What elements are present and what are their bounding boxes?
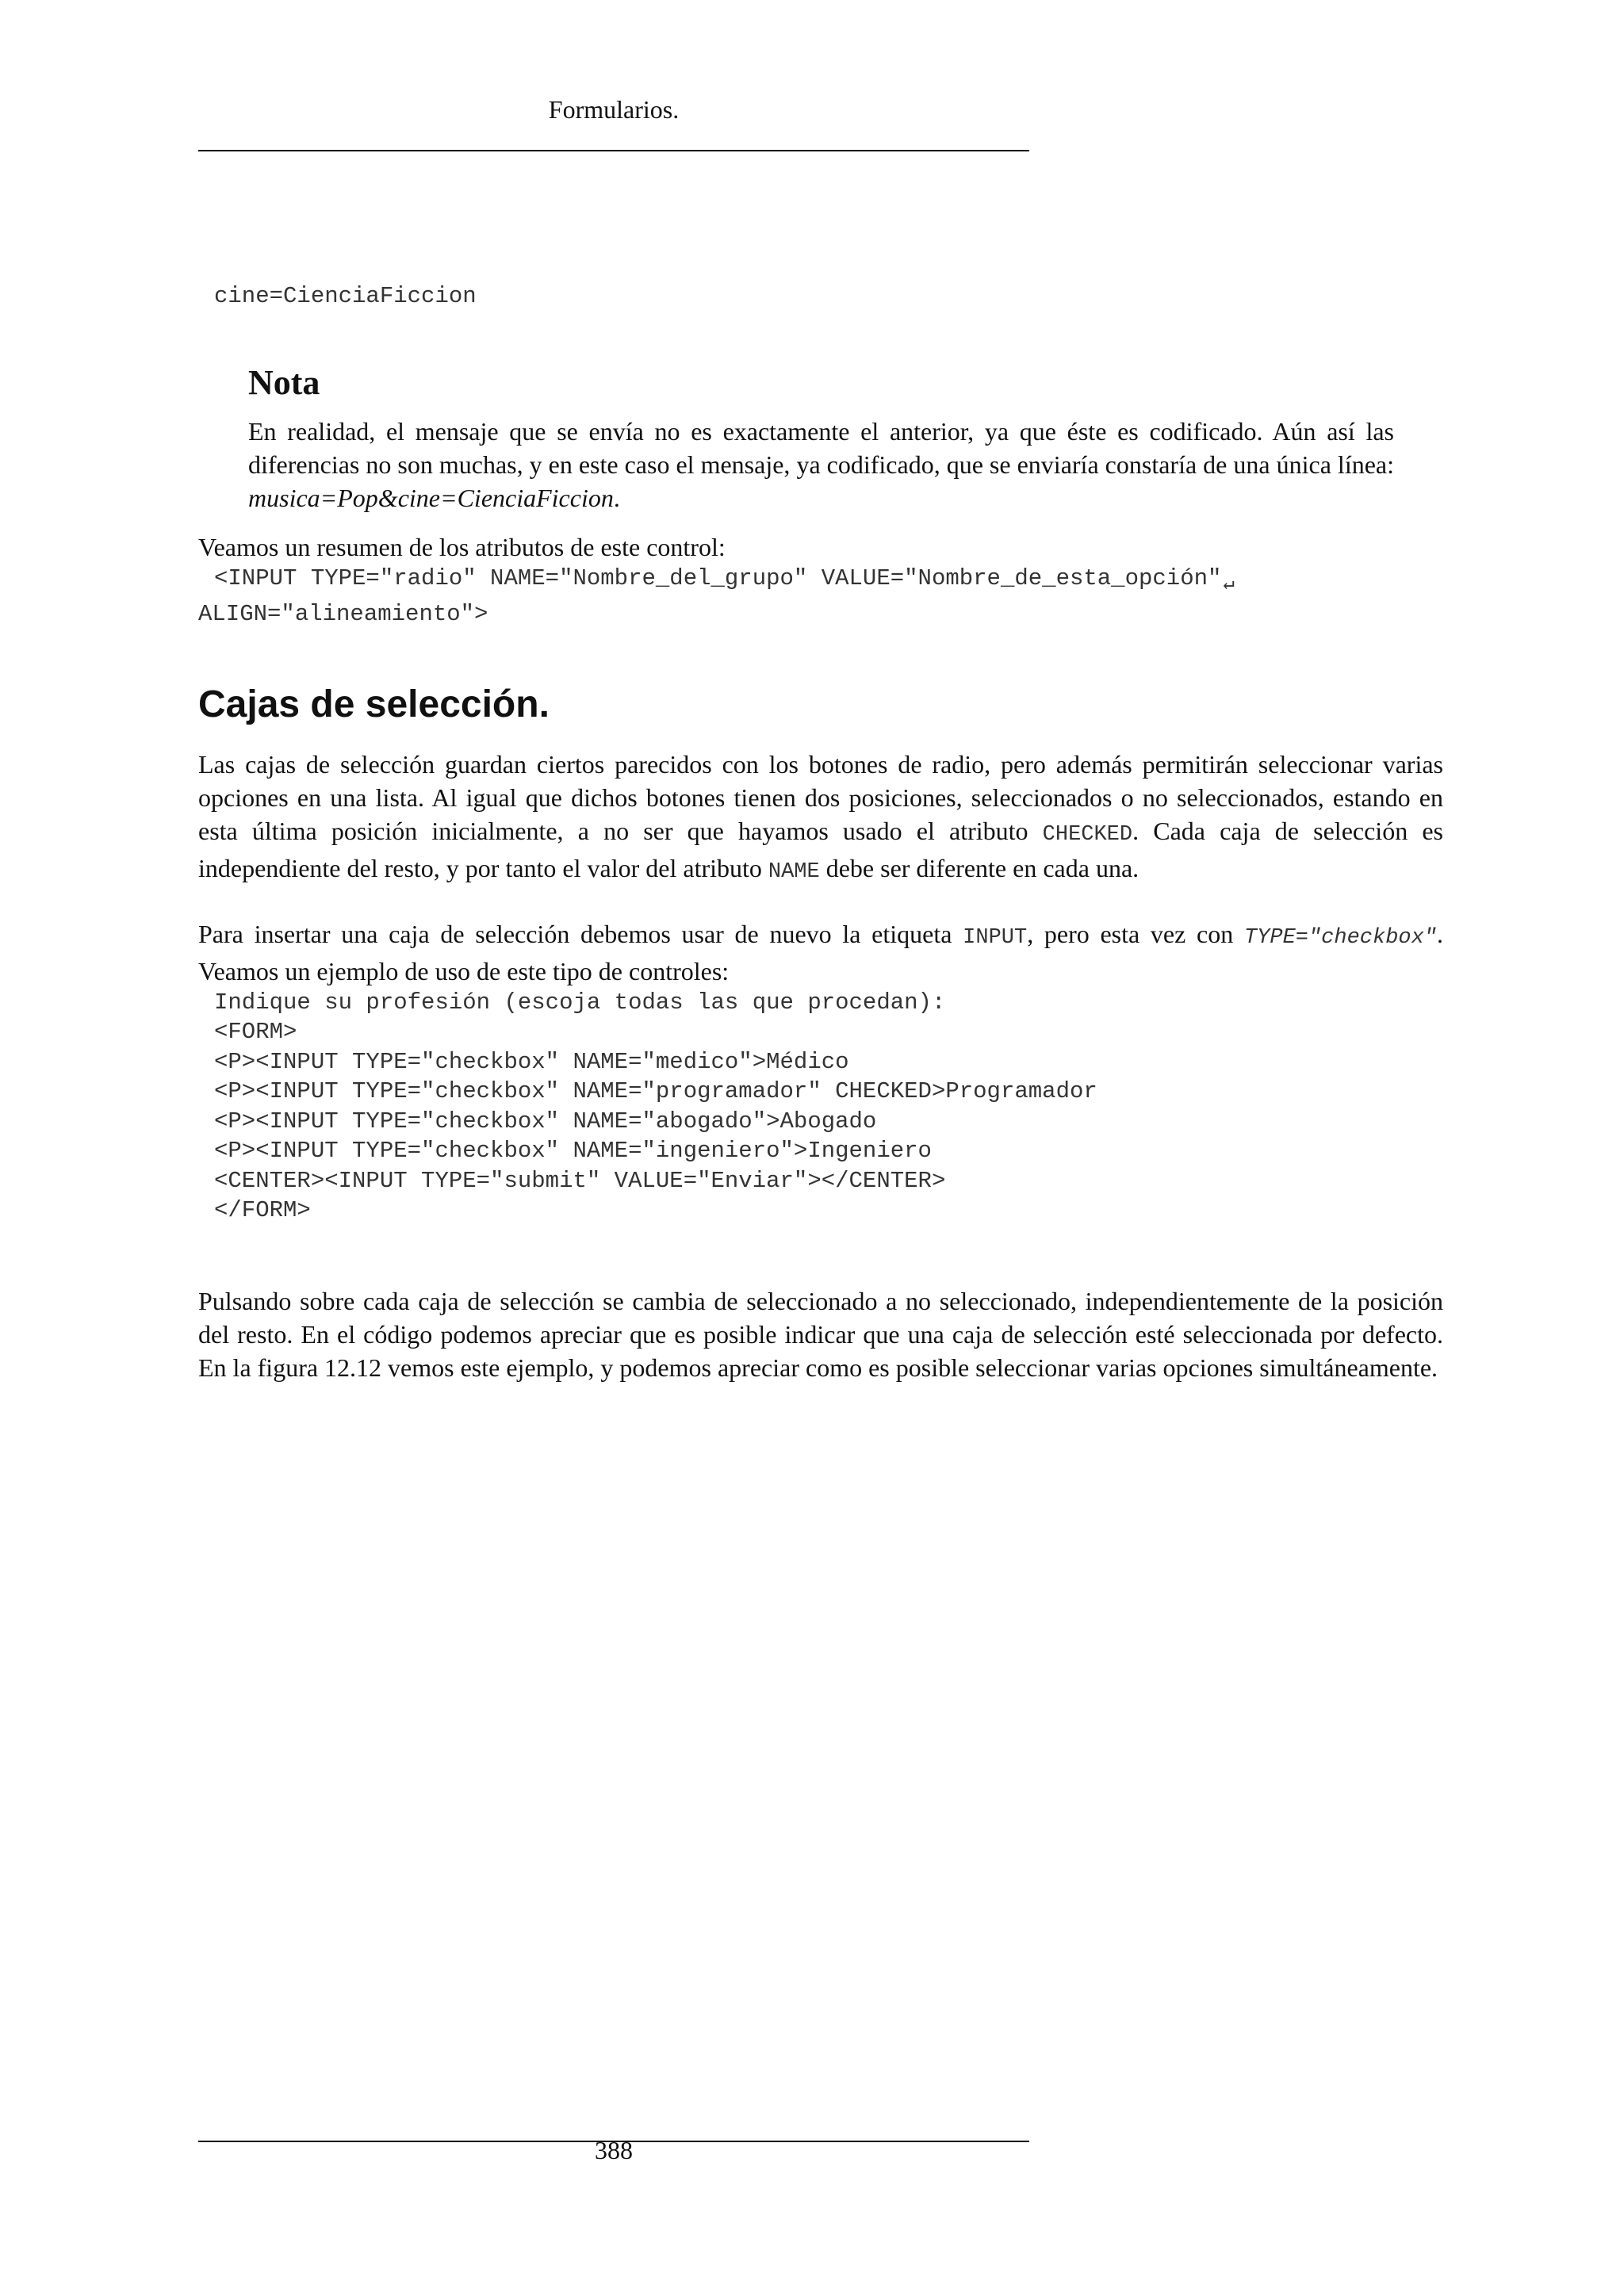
paragraph-checkboxes-part-1: Las cajas de selección guardan ciertos parecidos con los botones de radio, pero además permitirán seleccionar varias opciones en una lista. Al igual que dichos botones tienen dos posiciones, seleccionados o no seleccionados, estando en esta última posición inicialmente, a no ser que hayamos usado el atributo [198, 749, 1443, 845]
line-wrap-icon: ↵ [1223, 573, 1235, 595]
note-text [248, 415, 1394, 515]
paragraph-final: Pulsando sobre cada caja de selección se cambia de seleccionado a no seleccionado, independientemente de la posición del resto. En el código podemos apreciar que es posible indicar que una caja de selección esté seleccionada por defecto. En la figura 12.12 vemos este ejemplo, y podemos apreciar como es posible seleccionar varias opciones simultáneamente. [198, 1286, 1443, 1382]
paragraph-checkboxes-part-3: debe ser diferente en cada una. [819, 853, 1139, 882]
paragraph-insert [198, 917, 1443, 988]
section-title: Cajas de selección. [198, 683, 550, 725]
example-code-line: </FORM> [214, 1197, 311, 1223]
page-content [198, 281, 1443, 1384]
syntax-code-line-1: <INPUT TYPE="radio" NAME="Nombre_del_grupo" VALUE="Nombre_de_esta_opción" [214, 564, 1222, 591]
example-code-line: <CENTER><INPUT TYPE="submit" VALUE="Enviar"></CENTER> [214, 1167, 946, 1194]
code-fragment-cine: cine=CienciaFiccion [214, 283, 477, 309]
example-code-line: <P><INPUT TYPE="checkbox" NAME="medico">Médico [214, 1048, 849, 1075]
inline-code-name: NAME [768, 859, 820, 884]
paragraph-checkboxes-part-2: . Cada caja de selección es independiente del resto, y por tanto el valor del atributo [198, 816, 1444, 882]
paragraph-insert-part-3: . Veamos un ejemplo de uso de este tipo de controles: [198, 919, 1444, 985]
example-code-line: <P><INPUT TYPE="checkbox" NAME="abogado">Abogado [214, 1108, 877, 1135]
syntax-code-line-2: ALIGN="alineamiento"> [198, 601, 488, 627]
syntax-code-block [198, 564, 1443, 629]
page-number: 388 [595, 2136, 633, 2164]
note-text-main: En realidad, el mensaje que se envía no es exactamente el anterior, ya que éste es codificado. Aún así las diferencias no son muchas, y en este caso el mensaje, ya codificado, que se enviaría constaría de una única línea: [248, 416, 1394, 479]
paragraph-insert-part-1: Para insertar una caja de selección debemos usar de nuevo la etiqueta [198, 919, 963, 948]
example-code-line: <P><INPUT TYPE="checkbox" NAME="programador" CHECKED>Programador [214, 1078, 1097, 1104]
paragraph-insert-part-2: , pero esta vez con [1027, 919, 1244, 948]
note-text-end: . [613, 483, 620, 512]
note-text-italic: musica=Pop&cine=CienciaFiccion [248, 483, 614, 512]
note-box [248, 362, 1394, 515]
paragraph-checkboxes [198, 748, 1443, 889]
inline-code-input: INPUT [963, 925, 1028, 950]
header-rule [198, 150, 1029, 151]
example-code-line: <P><INPUT TYPE="checkbox" NAME="ingeniero">Ingeniero [214, 1138, 932, 1164]
inline-code-checked: CHECKED [1042, 822, 1133, 847]
note-title: Nota [248, 362, 320, 402]
example-code-line: Indique su profesión (escoja todas las que procedan): [214, 989, 946, 1016]
page-header-title: Formularios. [548, 95, 680, 124]
inline-code-type-checkbox: TYPE="checkbox" [1243, 925, 1438, 950]
example-code-line: <FORM> [214, 1019, 297, 1045]
example-code-block [198, 988, 1443, 1226]
summary-intro: Veamos un resumen de los atributos de este control: [198, 532, 726, 561]
